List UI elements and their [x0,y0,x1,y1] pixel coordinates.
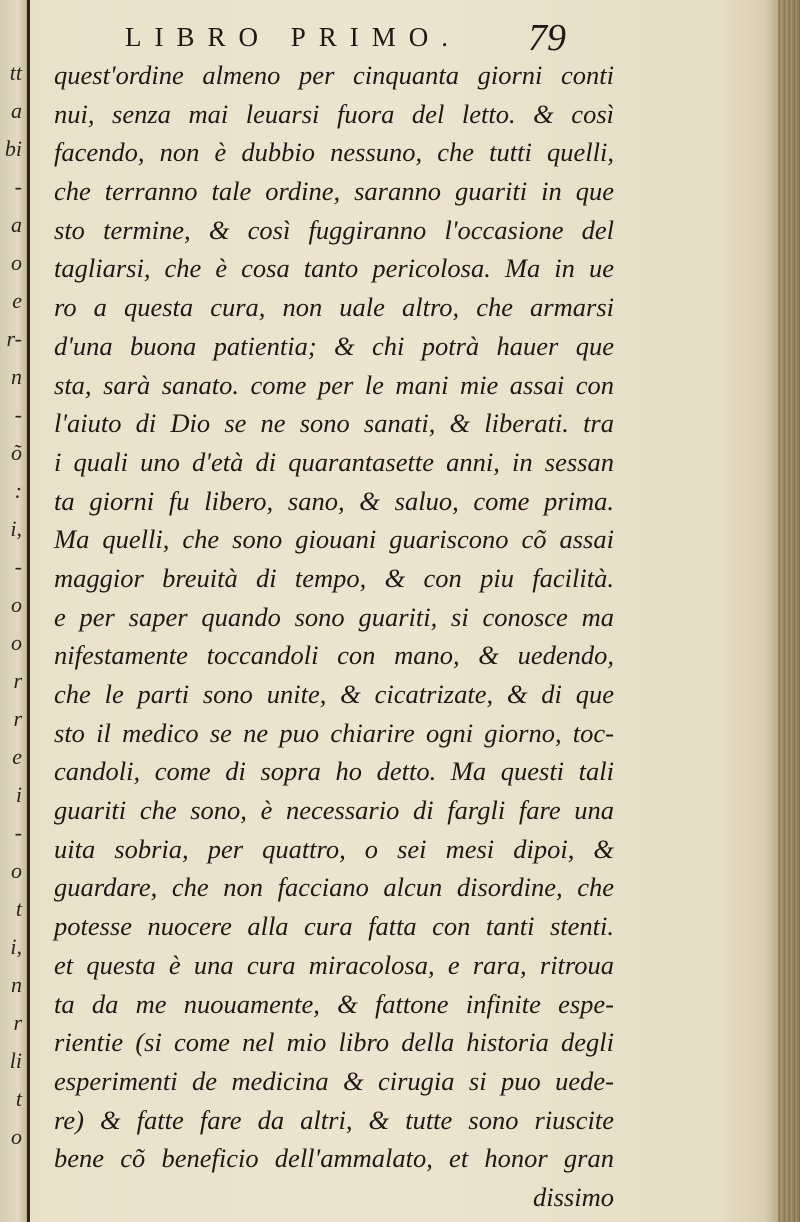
text-line: sto il medico se ne puo chiarire ogni giorno, toc- [54,717,614,748]
text-line: ta giorni fu libero, sano, & saluo, come prima. [54,485,614,516]
text-line: maggior breuità di tempo, & con piu facilità. [54,562,614,593]
text-line: quest'ordine almeno per cinquanta giorni conti [54,60,614,90]
margin-fragment: o [11,630,22,655]
text-line: et questa è una cura miracolosa, e rara, ritroua [54,949,614,980]
text-line: sto termine, & così fuggiranno l'occasione del [54,214,614,245]
text-line: bene cõ beneficio dell'ammalato, et honor gran [54,1143,614,1174]
text-line: guardare, che non facciano alcun disordine, che [54,872,614,903]
text-line: ro a questa cura, non uale altro, che armarsi [54,292,614,323]
margin-fragment: n [11,972,22,997]
margin-fragment: - [14,402,22,427]
margin-fragment: a [11,98,22,123]
text-line: candoli, come di sopra ho detto. Ma questi tali [54,756,614,787]
margin-fragment: i [15,782,22,807]
margin-fragment: - [14,174,22,199]
margin-fragment: o [11,250,22,275]
margin-fragment: : [14,478,22,503]
margin-fragment: tt [9,60,22,85]
margin-fragment: bi [4,136,22,161]
margin-fragment: i, [10,516,22,541]
text-line: facendo, non è dubbio nessuno, che tutti quelli, [54,137,614,168]
text-line: rientie (si come nel mio libro della historia degli [54,1027,614,1058]
text-line: guariti che sono, è necessario di fargli fare una [54,795,614,826]
margin-fragment: n [11,364,22,389]
margin-fragment: - [14,554,22,579]
text-line: d'una buona patientia; & chi potrà hauer que [54,330,614,361]
text-line: l'aiuto di Dio se ne sono sanati, & liberati. tra [54,408,614,439]
margin-fragment: r- [6,326,22,351]
margin-fragment: o [11,1124,22,1149]
text-line: dissimo [533,1181,614,1212]
margin-fragment: r [13,706,22,731]
margin-fragment: e [12,288,22,313]
text-line: che terranno tale ordine, saranno guariti in que [54,176,614,207]
margin-fragment: r [13,1010,22,1035]
page-number: 79 [528,17,566,59]
margin-fragment: o [11,858,22,883]
margin-fragment: i, [10,934,22,959]
page-edges [778,0,800,1222]
margin-fragment: li [9,1048,22,1073]
text-line: e per saper quando sono guariti, si conosce ma [54,601,614,632]
margin-fragment: o [11,592,22,617]
text-line: potesse nuocere alla cura fatta con tanti stenti. [54,911,614,942]
margin-fragment: õ [11,440,22,465]
text-line: nifestamente toccandoli con mano, & uedendo, [54,640,614,671]
text-line: ta da me nuouamente, & fattone infinite espe- [54,988,614,1019]
text-line: uita sobria, per quattro, o sei mesi dipoi, & [54,833,614,864]
margin-fragment: t [15,1086,22,1111]
text-line: tagliarsi, che è cosa tanto pericolosa. Ma in ue [54,253,614,284]
text-line: che le parti sono unite, & cicatrizate, & di que [54,679,614,709]
text-line: nui, senza mai leuarsi fuora del letto. & così [54,98,614,129]
text-line: i quali uno d'età di quarantasette anni, in sessan [54,446,614,477]
gutter-shadow [27,0,30,1222]
margin-fragment: e [12,744,22,769]
margin-fragment: - [14,820,22,845]
text-line: re) & fatte fare da altri, & tutte sono riuscite [54,1104,614,1135]
margin-fragment: r [13,668,22,693]
margin-fragment: a [11,212,22,237]
running-header-title: LIBRO PRIMO. [125,22,462,52]
text-line: esperimenti de medicina & cirugia si puo uede- [54,1065,614,1096]
margin-fragment: t [15,896,22,921]
body-text [54,56,614,1217]
text-line: sta, sarà sanato. come per le mani mie assai con [54,369,614,400]
text-line: Ma quelli, che sono giouani guariscono cõ assai [54,524,614,555]
